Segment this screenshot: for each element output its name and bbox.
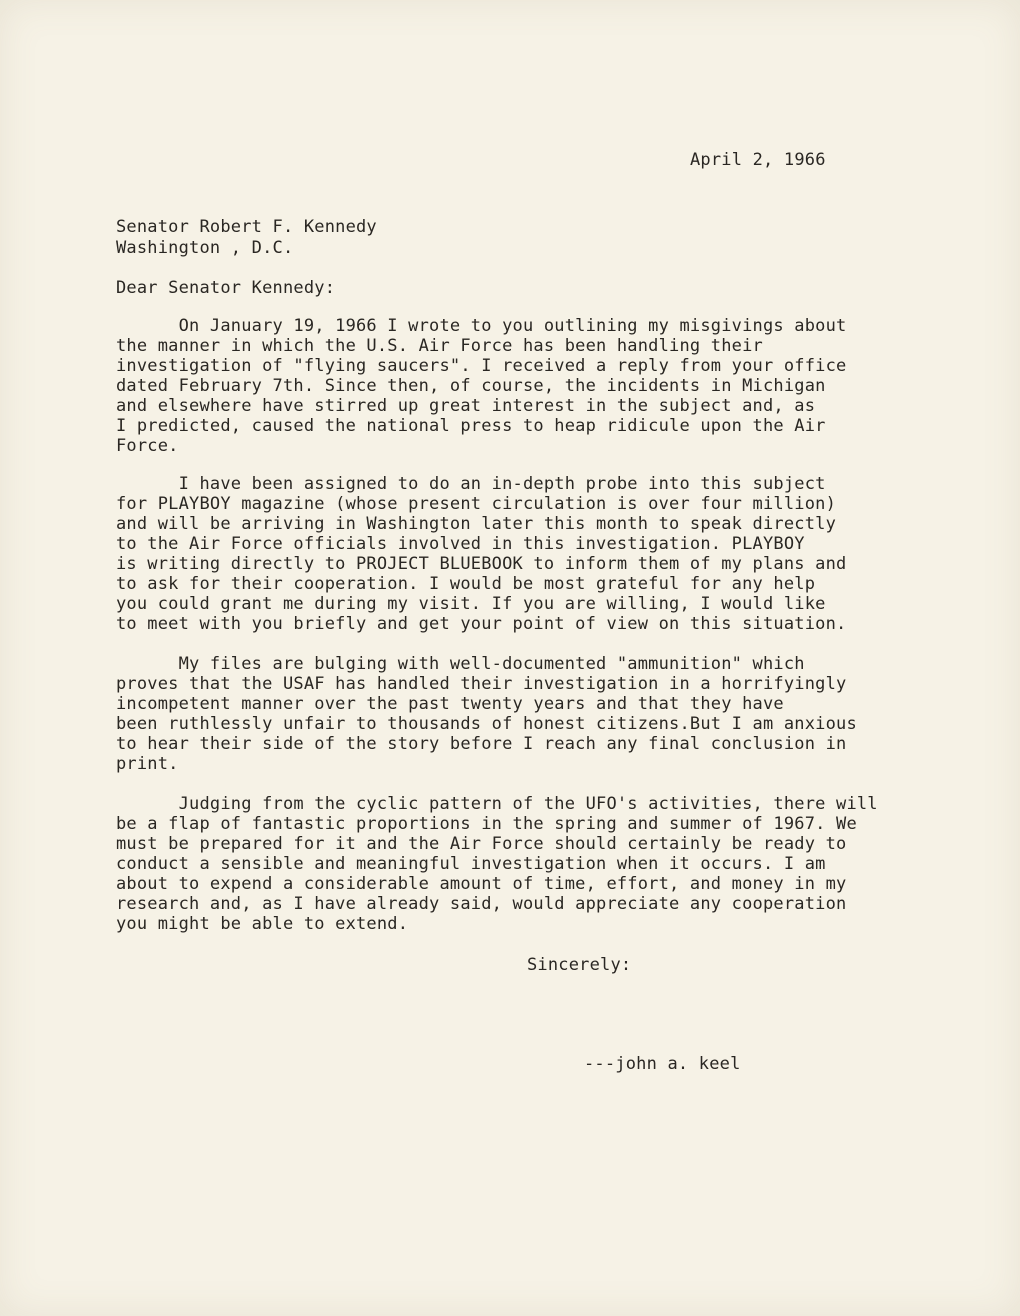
salutation: Dear Senator Kennedy:: [116, 278, 336, 298]
body-paragraph-4: Judging from the cyclic pattern of the UFO's activities, there will be a flap of fantastic proportions in the spring and summer of 1967. We must be prepared for it and the Air Force should certainly be ready to conduct a sensible and meaningful investigation when it occurs. I am about to expend a considerable amount of time, effort, and money in my research and, as I have already said, would appreciate any cooperation you might be able to extend.: [116, 794, 878, 934]
body-paragraph-2: I have been assigned to do an in-depth probe into this subject for PLAYBOY magazine (whose present circulation is over four million) and will be arriving in Washington later this month to speak directly to the Air Force officials involved in this investigation. PLAYBOY is writing directly to PROJECT BLUEBOOK to inform them of my plans and to ask for their cooperation. I would be most grateful for any help you could grant me during my visit. If you are willing, I would like to meet with you briefly and get your point of view on this situation.: [116, 474, 847, 634]
body-paragraph-3: My files are bulging with well-documented "ammunition" which proves that the USAF has handled their investigation in a horrifyingly incompetent manner over the past twenty years and that they have been ruthlessly unfair to thousands of honest citizens.But I am anxious to hear their side of the story before I reach any final conclusion in print.: [116, 654, 857, 774]
signature: ---john a. keel: [584, 1054, 741, 1074]
body-paragraph-1: On January 19, 1966 I wrote to you outlining my misgivings about the manner in which the U.S. Air Force has been handling their investigation of "flying saucers". I received a reply from your office dated February 7th. Since then, of course, the incidents in Michigan and elsewhere have stirred up great interest in the subject and, as I predicted, caused the national press to heap ridicule upon the Air Force.: [116, 316, 847, 456]
closing: Sincerely:: [527, 955, 632, 975]
recipient-address: Washington , D.C.: [116, 238, 294, 258]
letter-date: April 2, 1966: [690, 150, 826, 170]
recipient-name: Senator Robert F. Kennedy: [116, 217, 377, 237]
